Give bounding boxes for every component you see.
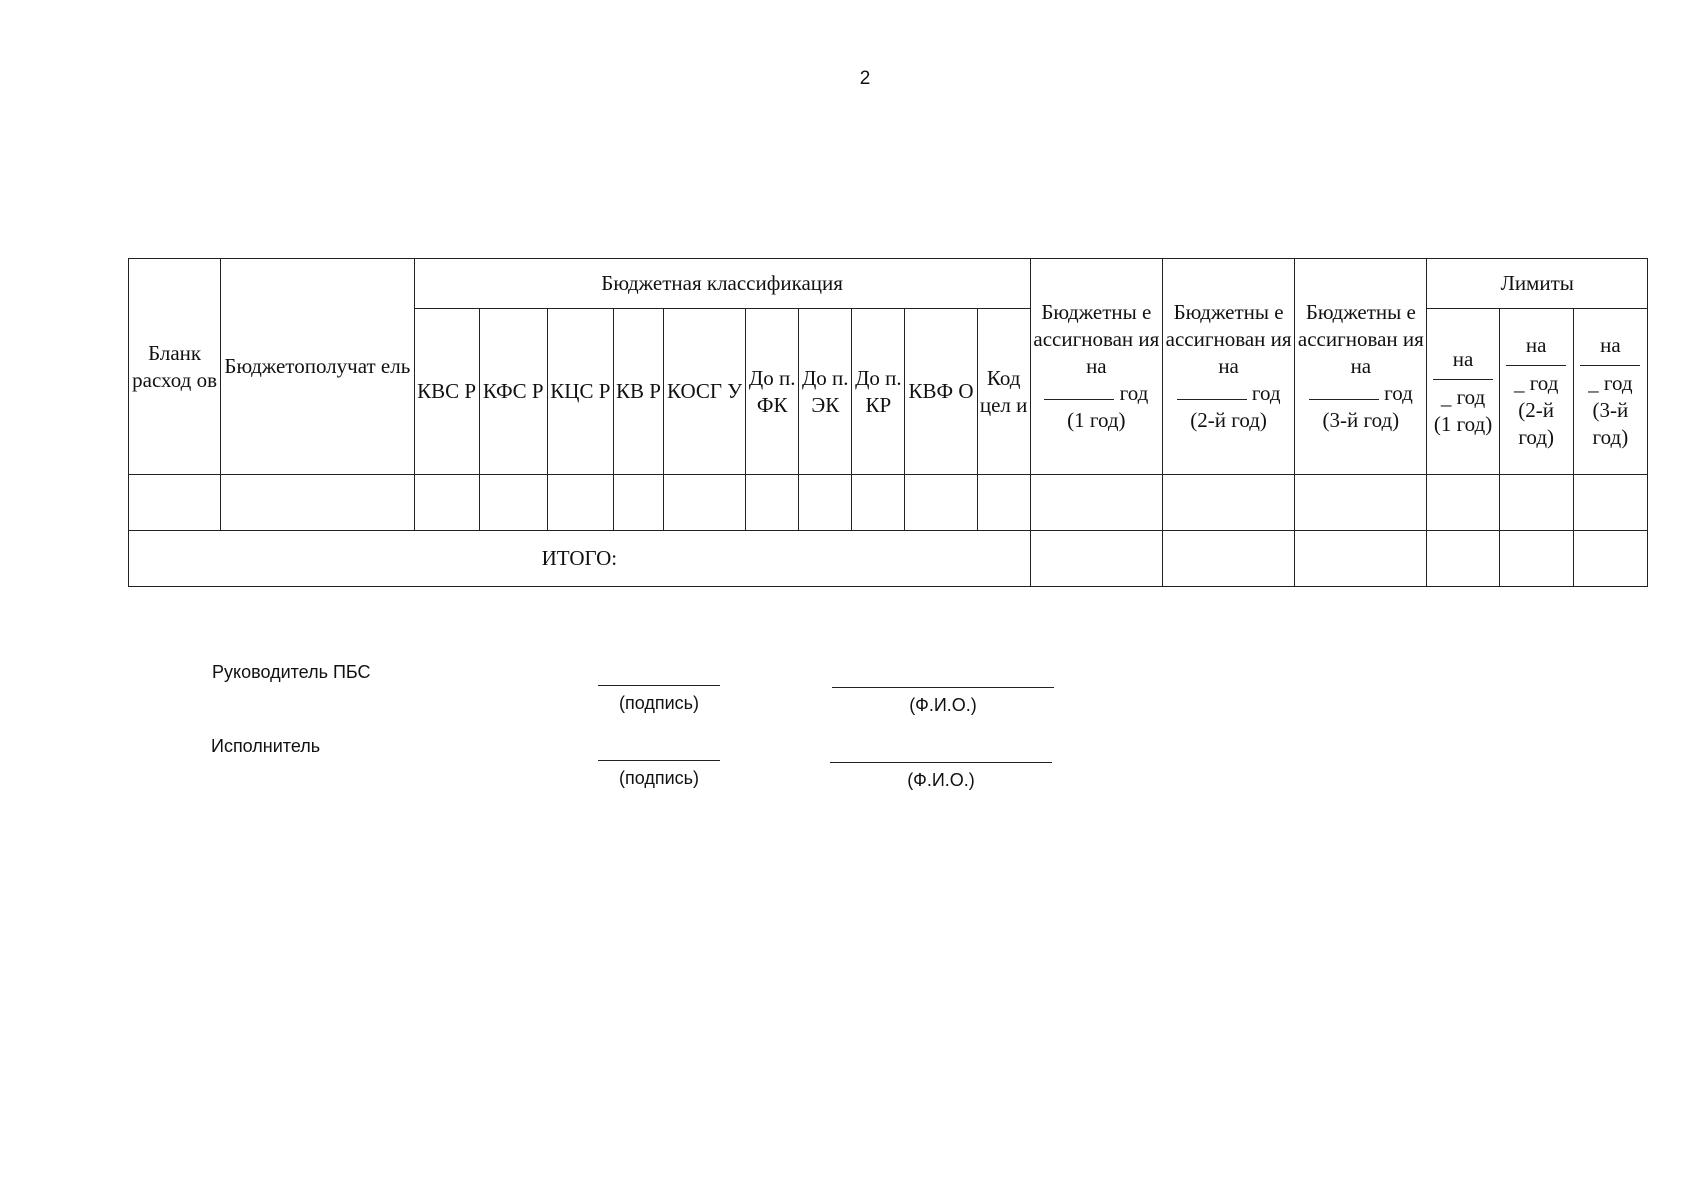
cell: [1162, 531, 1294, 587]
cell: [905, 475, 977, 531]
cell: [663, 475, 745, 531]
head-label: Руководитель ПБС: [212, 662, 371, 682]
header-allocation-3: Бюджетны е ассигнован ия на год (3-й год): [1295, 259, 1427, 475]
cell: [1499, 475, 1573, 531]
cell: [1573, 531, 1647, 587]
cell: [1427, 531, 1499, 587]
cell: [1295, 531, 1427, 587]
header-code-kvsr: КВС Р: [414, 309, 479, 475]
head-signature-line: [598, 685, 720, 686]
header-limit-3: на _ год (3-й год): [1573, 309, 1647, 475]
header-recipient: Бюджетополучат ель: [221, 259, 414, 475]
cell: [1427, 475, 1499, 531]
cell: [613, 475, 663, 531]
header-code-kvr: КВ Р: [613, 309, 663, 475]
head-signature-caption: (подпись): [618, 693, 700, 713]
cell: [479, 475, 547, 531]
header-blank: Бланк расход ов: [129, 259, 221, 475]
page-number: 2: [859, 68, 871, 89]
executor-name-line: [830, 762, 1052, 763]
cell: [852, 475, 905, 531]
header-code-dop-fk: До п. ФК: [746, 309, 799, 475]
cell: [1030, 475, 1162, 531]
cell: [1030, 531, 1162, 587]
cell: [414, 475, 479, 531]
cell: [221, 475, 414, 531]
header-code-goal: Код цел и: [977, 309, 1030, 475]
cell: [1295, 475, 1427, 531]
executor-label: Исполнитель: [211, 736, 321, 756]
table-row: [129, 475, 1648, 531]
cell: [1162, 475, 1294, 531]
header-allocation-2: Бюджетны е ассигнован ия на год (2-й год): [1162, 259, 1294, 475]
header-code-kvfo: КВФ О: [905, 309, 977, 475]
header-limit-1: на _ год (1 год): [1427, 309, 1499, 475]
header-row-1: [129, 259, 1648, 309]
header-code-kosgu: КОСГ У: [663, 309, 745, 475]
header-code-kfsr: КФС Р: [479, 309, 547, 475]
header-limits: Лимиты: [1427, 259, 1648, 309]
executor-name-caption: (Ф.И.О.): [907, 770, 975, 790]
total-label: ИТОГО:: [129, 531, 1031, 587]
head-name-line: [832, 687, 1054, 688]
cell: [129, 475, 221, 531]
header-allocation-1: Бюджетны е ассигнован ия на год (1 год): [1030, 259, 1162, 475]
cell: [1499, 531, 1573, 587]
header-code-kcsr: КЦС Р: [547, 309, 613, 475]
cell: [977, 475, 1030, 531]
header-code-dop-kr: До п. КР: [852, 309, 905, 475]
cell: [746, 475, 799, 531]
head-name-caption: (Ф.И.О.): [909, 695, 977, 715]
cell: [547, 475, 613, 531]
executor-signature-caption: (подпись): [618, 768, 700, 788]
header-limit-2: на _ год (2-й год): [1499, 309, 1573, 475]
executor-signature-line: [598, 760, 720, 761]
cell: [1573, 475, 1647, 531]
budget-table: [128, 258, 1648, 587]
header-code-dop-ek: До п. ЭК: [799, 309, 852, 475]
header-budget-classification: Бюджетная классификация: [414, 259, 1030, 309]
total-row: [129, 531, 1648, 587]
cell: [799, 475, 852, 531]
